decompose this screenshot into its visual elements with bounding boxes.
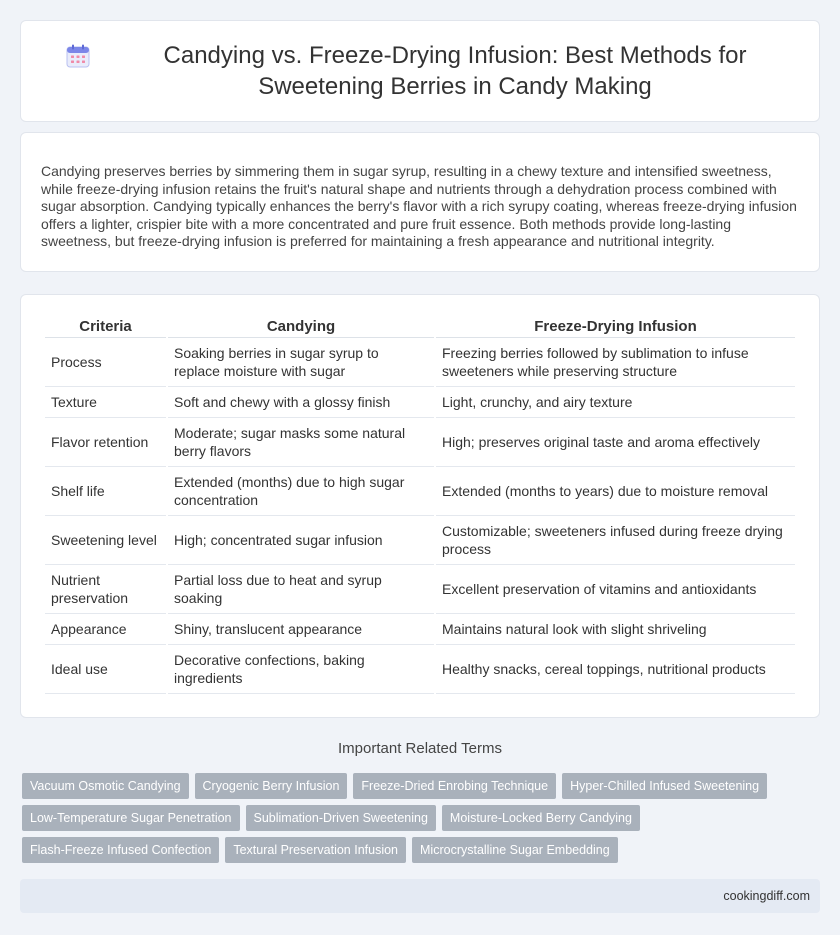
cell-criteria: Texture <box>45 387 166 418</box>
table-header-row <box>45 317 795 338</box>
header-freeze-drying: Freeze-Drying Infusion <box>436 317 795 338</box>
comparison-table-card <box>20 294 820 718</box>
cell-freeze-drying: Freezing berries followed by sublimation to infuse sweeteners while preserving structure <box>436 338 795 387</box>
table-row <box>45 645 795 694</box>
cell-candying: High; concentrated sugar infusion <box>168 516 434 565</box>
cell-freeze-drying: Excellent preservation of vitamins and antioxidants <box>436 565 795 614</box>
footer <box>20 879 820 913</box>
intro-card <box>20 132 820 272</box>
cell-freeze-drying: Extended (months to years) due to moisture removal <box>436 467 795 516</box>
table-row <box>45 418 795 467</box>
cell-criteria: Process <box>45 338 166 387</box>
intro-paragraph: Candying preserves berries by simmering them in sugar syrup, resulting in a chewy texture and intensified sweetness, while freeze-drying infusion retains the fruit's natural shape and nutrients through a dehydration process combined with sugar absorption. Candying typically enhances the berry's flavor with a rich syrupy coating, whereas freeze-drying infusion offers a lighter, crispier bite with a more concentrated and pure fruit essence. Both methods provide long-lasting sweetness, but freeze-drying infusion is preferred for maintaining a fresh appearance and nutritional integrity. <box>41 163 797 250</box>
cell-criteria: Ideal use <box>45 645 166 694</box>
cell-candying: Soft and chewy with a glossy finish <box>168 387 434 418</box>
related-term-tag[interactable]: Sublimation-Driven Sweetening <box>246 805 436 831</box>
cell-criteria: Flavor retention <box>45 418 166 467</box>
related-term-tag[interactable]: Microcrystalline Sugar Embedding <box>412 837 618 863</box>
table-row <box>45 516 795 565</box>
related-term-tag[interactable]: Vacuum Osmotic Candying <box>22 773 189 799</box>
cell-criteria: Nutrient preservation <box>45 565 166 614</box>
cell-candying: Soaking berries in sugar syrup to replace moisture with sugar <box>168 338 434 387</box>
related-term-tag[interactable]: Freeze-Dried Enrobing Technique <box>353 773 556 799</box>
cell-criteria: Shelf life <box>45 467 166 516</box>
cell-freeze-drying: Customizable; sweeteners infused during freeze drying process <box>436 516 795 565</box>
related-term-tag[interactable]: Hyper-Chilled Infused Sweetening <box>562 773 767 799</box>
table-row <box>45 614 795 645</box>
cell-freeze-drying: Maintains natural look with slight shriveling <box>436 614 795 645</box>
table-row <box>45 467 795 516</box>
related-term-tag[interactable]: Flash-Freeze Infused Confection <box>22 837 219 863</box>
related-term-tag[interactable]: Textural Preservation Infusion <box>225 837 406 863</box>
related-terms-title: Important Related Terms <box>338 740 502 757</box>
related-term-tag[interactable]: Cryogenic Berry Infusion <box>195 773 348 799</box>
cell-candying: Partial loss due to heat and syrup soaking <box>168 565 434 614</box>
calendar-icon <box>65 43 91 69</box>
related-term-tag[interactable]: Low-Temperature Sugar Penetration <box>22 805 240 831</box>
table-row <box>45 565 795 614</box>
cell-candying: Extended (months) due to high sugar concentration <box>168 467 434 516</box>
header-criteria: Criteria <box>45 317 166 338</box>
related-term-tag[interactable]: Moisture-Locked Berry Candying <box>442 805 640 831</box>
footer-site-link[interactable]: cookingdiff.com <box>723 889 810 903</box>
cell-freeze-drying: Light, crunchy, and airy texture <box>436 387 795 418</box>
cell-freeze-drying: High; preserves original taste and aroma effectively <box>436 418 795 467</box>
cell-criteria: Appearance <box>45 614 166 645</box>
cell-candying: Shiny, translucent appearance <box>168 614 434 645</box>
header-candying: Candying <box>168 317 434 338</box>
comparison-table <box>43 317 797 694</box>
table-row <box>45 338 795 387</box>
cell-candying: Moderate; sugar masks some natural berry flavors <box>168 418 434 467</box>
header-card <box>20 20 820 122</box>
cell-candying: Decorative confections, baking ingredients <box>168 645 434 694</box>
table-row <box>45 387 795 418</box>
cell-criteria: Sweetening level <box>45 516 166 565</box>
related-terms-list <box>22 773 818 863</box>
cell-freeze-drying: Healthy snacks, cereal toppings, nutritional products <box>436 645 795 694</box>
page-title: Candying vs. Freeze-Drying Infusion: Best Methods for Sweetening Berries in Candy Making <box>163 42 747 100</box>
